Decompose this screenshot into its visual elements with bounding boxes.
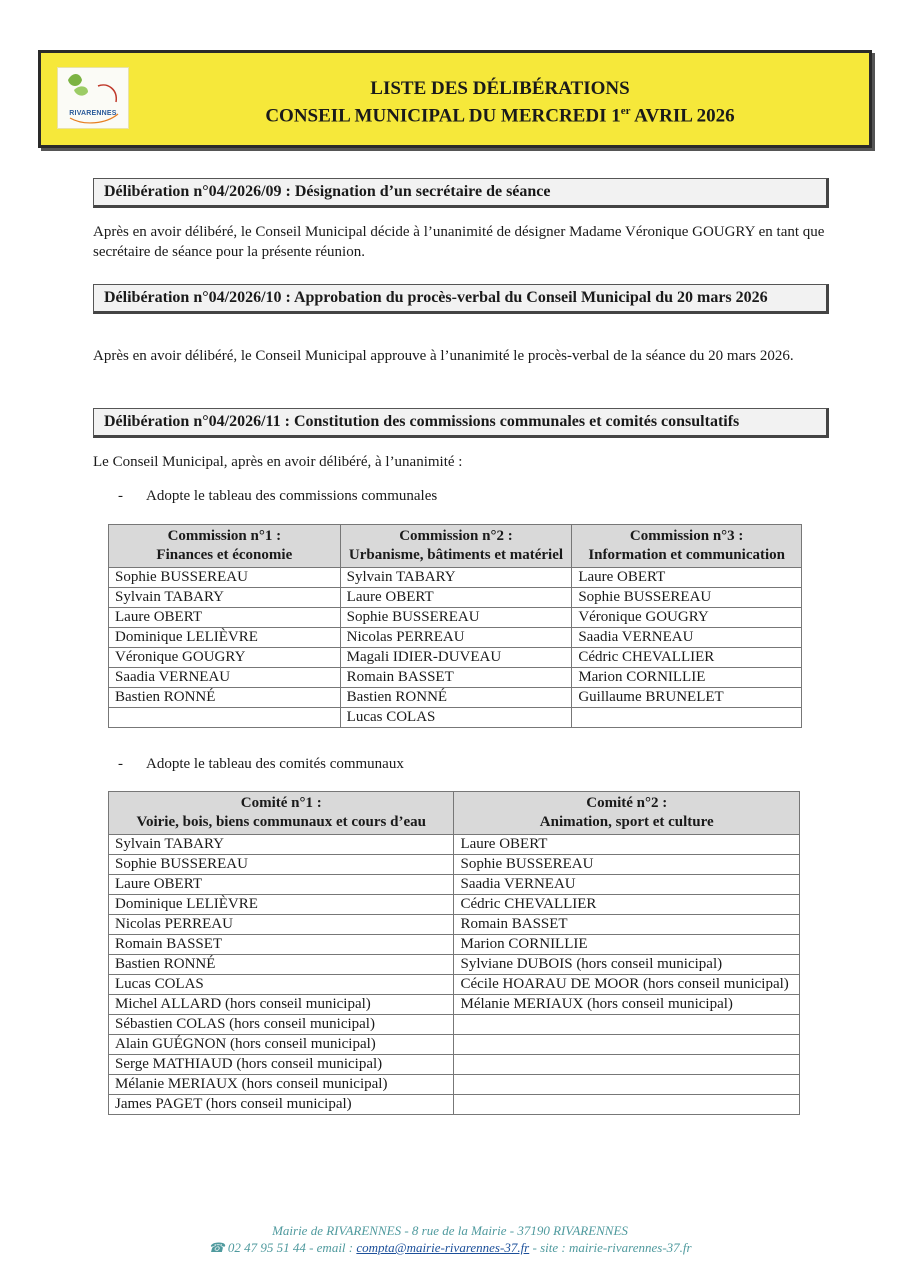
table-row bbox=[109, 835, 800, 855]
commissions-cell bbox=[109, 708, 341, 728]
commissions-cell: Magali IDIER-DUVEAU bbox=[340, 648, 572, 668]
commissions-header-row bbox=[109, 525, 802, 568]
table-row bbox=[109, 955, 800, 975]
commissions-cell: Sophie BUSSEREAU bbox=[340, 608, 572, 628]
leaf-logo-icon bbox=[58, 68, 128, 128]
table-row bbox=[109, 568, 802, 588]
footer-address: Mairie de RIVARENNES - 8 rue de la Mairie - 37190 RIVARENNES bbox=[272, 1223, 628, 1238]
table-row bbox=[109, 1055, 800, 1075]
document-header bbox=[38, 50, 872, 148]
table-row bbox=[109, 608, 802, 628]
comites-cell: Saadia VERNEAU bbox=[454, 875, 800, 895]
table-row bbox=[109, 708, 802, 728]
footer-contact bbox=[0, 1239, 900, 1256]
comites-cell bbox=[454, 1075, 800, 1095]
rivarennes-logo bbox=[57, 67, 129, 129]
comites-cell: Romain BASSET bbox=[109, 935, 454, 955]
comites-cell: Dominique LELIÈVRE bbox=[109, 895, 454, 915]
commissions-cell: Sylvain TABARY bbox=[340, 568, 572, 588]
logo-text: RIVARENNES bbox=[69, 110, 117, 117]
commissions-cell: Saadia VERNEAU bbox=[109, 668, 341, 688]
comite-2-header: Comité n°2 : Animation, sport et culture bbox=[454, 792, 800, 835]
table-row bbox=[109, 648, 802, 668]
title-line-2: CONSEIL MUNICIPAL DU MERCREDI 1er AVRIL 2026 bbox=[265, 105, 735, 127]
commissions-cell bbox=[572, 708, 802, 728]
commissions-cell: Sophie BUSSEREAU bbox=[572, 588, 802, 608]
commissions-cell: Sophie BUSSEREAU bbox=[109, 568, 341, 588]
email-link[interactable]: compta@mairie-rivarennes-37.fr bbox=[356, 1240, 530, 1255]
comites-bullet: - Adopte le tableau des comités communaux bbox=[118, 756, 404, 772]
comites-cell: Sophie BUSSEREAU bbox=[109, 855, 454, 875]
table-row bbox=[109, 588, 802, 608]
deliberation-09-text: Après en avoir délibéré, le Conseil Municipal décide à l’unanimité de désigner Madame Véronique GOUGRY en tant que secrétaire de séance pour la présente réunion. bbox=[93, 224, 825, 260]
comites-cell: Nicolas PERREAU bbox=[109, 915, 454, 935]
comites-cell: Sylviane DUBOIS (hors conseil municipal) bbox=[454, 955, 800, 975]
commission-1-header: Commission n°1 : Finances et économie bbox=[109, 525, 341, 568]
footer-phone: 02 47 95 51 44 - email : bbox=[224, 1240, 357, 1255]
comites-cell: James PAGET (hors conseil municipal) bbox=[109, 1095, 454, 1115]
commissions-cell: Cédric CHEVALLIER bbox=[572, 648, 802, 668]
commissions-cell: Guillaume BRUNELET bbox=[572, 688, 802, 708]
footer-site: - site : mairie-rivarennes-37.fr bbox=[529, 1240, 692, 1255]
commissions-cell: Bastien RONNÉ bbox=[340, 688, 572, 708]
comites-cell: Sophie BUSSEREAU bbox=[454, 855, 800, 875]
comites-cell: Romain BASSET bbox=[454, 915, 800, 935]
table-row bbox=[109, 975, 800, 995]
commissions-cell: Laure OBERT bbox=[572, 568, 802, 588]
commissions-cell: Véronique GOUGRY bbox=[572, 608, 802, 628]
comites-cell: Bastien RONNÉ bbox=[109, 955, 454, 975]
deliberation-10-text: Après en avoir délibéré, le Conseil Municipal approuve à l’unanimité le procès-verbal de la séance du 20 mars 2026. bbox=[93, 348, 794, 364]
table-row bbox=[109, 1075, 800, 1095]
comites-cell: Mélanie MERIAUX (hors conseil municipal) bbox=[454, 995, 800, 1015]
comites-cell: Lucas COLAS bbox=[109, 975, 454, 995]
table-row bbox=[109, 895, 800, 915]
comites-header-row bbox=[109, 792, 800, 835]
commissions-cell: Saadia VERNEAU bbox=[572, 628, 802, 648]
table-row bbox=[109, 1015, 800, 1035]
commissions-cell: Laure OBERT bbox=[109, 608, 341, 628]
commissions-cell: Véronique GOUGRY bbox=[109, 648, 341, 668]
comites-cell bbox=[454, 1095, 800, 1115]
commissions-cell: Sylvain TABARY bbox=[109, 588, 341, 608]
commissions-cell: Marion CORNILLIE bbox=[572, 668, 802, 688]
table-row bbox=[109, 628, 802, 648]
commissions-cell: Dominique LELIÈVRE bbox=[109, 628, 341, 648]
comites-cell: Sylvain TABARY bbox=[109, 835, 454, 855]
commissions-cell: Romain BASSET bbox=[340, 668, 572, 688]
comites-cell: Alain GUÉGNON (hors conseil municipal) bbox=[109, 1035, 454, 1055]
table-row bbox=[109, 935, 800, 955]
commissions-cell: Laure OBERT bbox=[340, 588, 572, 608]
comites-cell: Serge MATHIAUD (hors conseil municipal) bbox=[109, 1055, 454, 1075]
comites-cell: Cécile HOARAU DE MOOR (hors conseil municipal) bbox=[454, 975, 800, 995]
page-footer bbox=[0, 1222, 900, 1256]
commissions-cell: Nicolas PERREAU bbox=[340, 628, 572, 648]
comites-cell bbox=[454, 1055, 800, 1075]
comite-1-header: Comité n°1 : Voirie, bois, biens communaux et cours d’eau bbox=[109, 792, 454, 835]
commissions-cell: Lucas COLAS bbox=[340, 708, 572, 728]
commissions-table bbox=[108, 524, 802, 728]
table-row bbox=[109, 668, 802, 688]
table-row bbox=[109, 855, 800, 875]
table-row bbox=[109, 875, 800, 895]
comites-cell: Marion CORNILLIE bbox=[454, 935, 800, 955]
title-line-1: LISTE DES DÉLIBÉRATIONS bbox=[370, 78, 630, 99]
deliberation-09-title: Délibération n°04/2026/09 : Désignation d’un secrétaire de séance bbox=[93, 178, 829, 208]
page-title bbox=[141, 77, 859, 127]
comites-cell: Laure OBERT bbox=[109, 875, 454, 895]
table-row bbox=[109, 688, 802, 708]
table-row bbox=[109, 1095, 800, 1115]
deliberation-10-title: Délibération n°04/2026/10 : Approbation du procès-verbal du Conseil Municipal du 20 mars 2026 bbox=[93, 284, 829, 314]
commission-3-header: Commission n°3 : Information et communication bbox=[572, 525, 802, 568]
table-row bbox=[109, 1035, 800, 1055]
commissions-cell: Bastien RONNÉ bbox=[109, 688, 341, 708]
comites-cell bbox=[454, 1015, 800, 1035]
comites-cell: Mélanie MERIAUX (hors conseil municipal) bbox=[109, 1075, 454, 1095]
deliberation-11-title: Délibération n°04/2026/11 : Constitution des commissions communales et comités consultatifs bbox=[93, 408, 829, 438]
comites-cell: Cédric CHEVALLIER bbox=[454, 895, 800, 915]
comites-cell bbox=[454, 1035, 800, 1055]
deliberation-11-text: Le Conseil Municipal, après en avoir délibéré, à l’unanimité : bbox=[93, 454, 463, 470]
commission-2-header: Commission n°2 : Urbanisme, bâtiments et matériel bbox=[340, 525, 572, 568]
comites-table bbox=[108, 791, 800, 1115]
comites-cell: Michel ALLARD (hors conseil municipal) bbox=[109, 995, 454, 1015]
table-row bbox=[109, 915, 800, 935]
comites-cell: Sébastien COLAS (hors conseil municipal) bbox=[109, 1015, 454, 1035]
commissions-bullet: - Adopte le tableau des commissions communales bbox=[118, 488, 438, 504]
phone-icon: ☎ bbox=[208, 1240, 225, 1255]
comites-cell: Laure OBERT bbox=[454, 835, 800, 855]
table-row bbox=[109, 995, 800, 1015]
